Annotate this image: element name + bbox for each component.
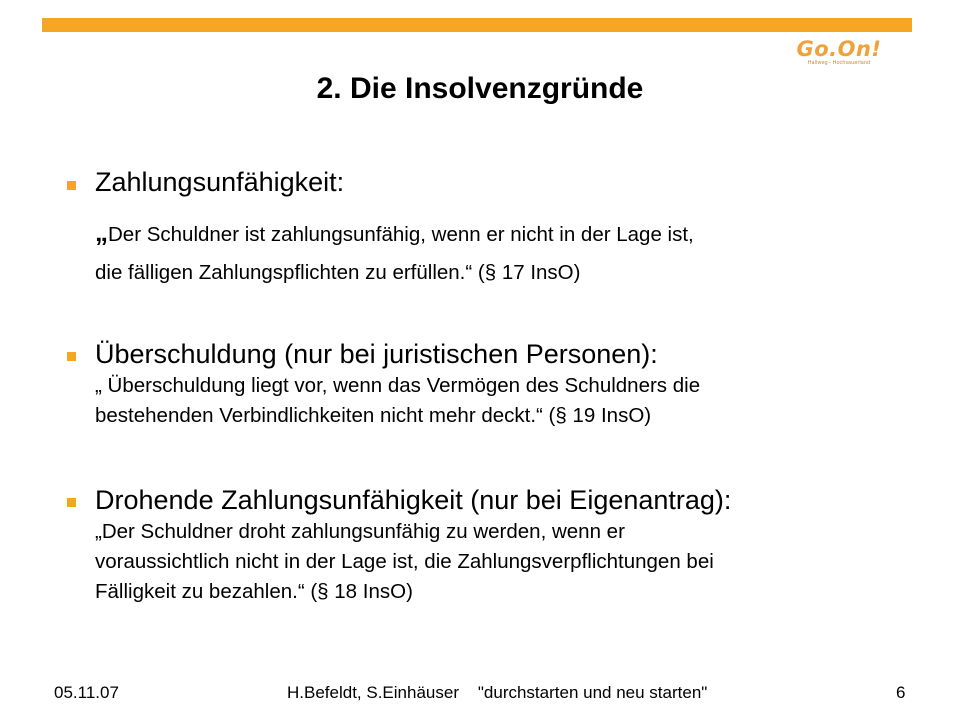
- bullet-heading: Drohende Zahlungsunfähigkeit (nur bei Eigenantrag):: [95, 485, 732, 515]
- footer-page-number: 6: [896, 683, 906, 702]
- bullet-quote: [95, 517, 731, 607]
- quote-line: die fälligen Zahlungspflichten zu erfüllen.“ (§ 17 InsO): [95, 261, 581, 284]
- quote-line: voraussichtlich nicht in der Lage ist, die Zahlungsverpflichtungen bei: [95, 550, 714, 573]
- slide-footer: [0, 679, 960, 707]
- slide-title: 2. Die Insolvenzgründe: [316, 72, 644, 105]
- footer-authors-title: H.Befeldt, S.Einhäuser "durchstarten und neu starten": [287, 683, 708, 702]
- quote-line: „Der Schuldner droht zahlungsunfähig zu werden, wenn er: [95, 520, 625, 543]
- quote-line: [95, 213, 694, 254]
- bullet-ueberschuldung: [66, 337, 700, 431]
- bullet-square-icon: [67, 181, 76, 190]
- quote-line: „ Überschuldung liegt vor, wenn das Vermögen des Schuldners die: [95, 374, 701, 397]
- bullet-square-icon: [67, 498, 76, 507]
- footer-date: 05.11.07: [54, 683, 119, 702]
- logo-text: Go.On!: [796, 36, 882, 61]
- quote-line: Fälligkeit zu bezahlen.“ (§ 18 InsO): [95, 580, 413, 603]
- quote-line: bestehenden Verbindlichkeiten nicht mehr deckt.“ (§ 19 InsO): [95, 404, 652, 427]
- bullet-zahlungsunfaehigkeit: [66, 165, 694, 292]
- bullet-heading: Überschuldung (nur bei juristischen Personen):: [95, 339, 658, 369]
- bullet-drohende-zahlungsunfaehigkeit: [66, 483, 731, 607]
- bullet-quote: [95, 213, 694, 292]
- quote-line-text: Der Schuldner ist zahlungsunfähig, wenn er nicht in der Lage ist,: [108, 223, 694, 246]
- open-quote-mark: „: [95, 217, 108, 247]
- header-accent-bar: [42, 18, 912, 32]
- bullet-square-icon: [67, 352, 76, 361]
- go-on-logo: [783, 36, 895, 68]
- bullet-quote: [95, 371, 700, 431]
- logo-tagline: Hallweg - Hochsauerland: [807, 59, 871, 66]
- bullet-heading: Zahlungsunfähigkeit:: [95, 167, 345, 197]
